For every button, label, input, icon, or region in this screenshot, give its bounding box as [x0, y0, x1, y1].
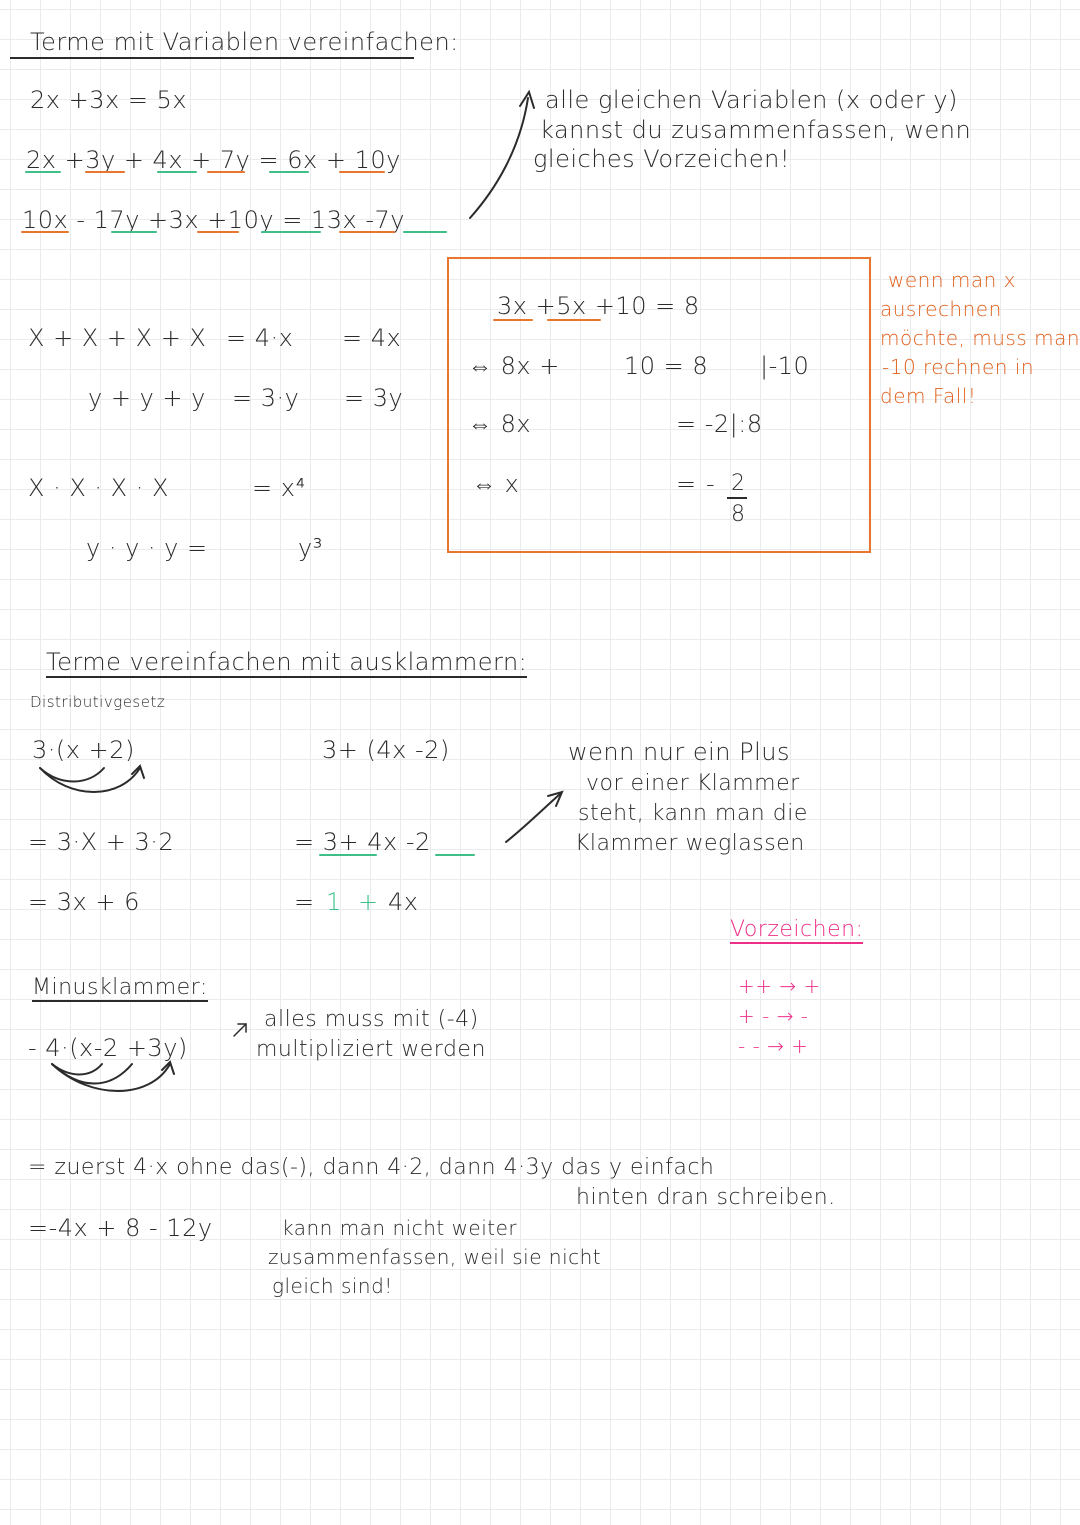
plus-bracket-step-2-eq: = — [294, 888, 315, 916]
plus-bracket-step-1: = 3+ 4x -2 — [294, 828, 431, 856]
result-note-line-2: zusammenfassen, weil sie nicht — [268, 1245, 602, 1269]
note-line-3: gleiches Vorzeichen! — [533, 145, 790, 173]
box-line-2-left: ⇔ 8x + — [468, 352, 560, 380]
sign-rule-1: ++ → + — [738, 974, 821, 998]
plus-note-line-3: steht, kann man die — [578, 801, 808, 826]
arrow-to-note — [470, 98, 528, 218]
dist-start: 3·(x +2) — [32, 736, 135, 764]
box-line-4-left: ⇔ x — [472, 470, 520, 498]
result-note-line-3: gleich sind! — [272, 1274, 393, 1298]
box-line-2-mid: 10 = 8 — [624, 352, 709, 380]
minus-note-arrow — [234, 1024, 246, 1036]
plus-note-line-4: Klammer weglassen — [575, 831, 805, 856]
minus-expr: - 4·(x-2 +3y) — [28, 1034, 188, 1062]
explain-line-2: hinten dran schreiben. — [576, 1185, 836, 1210]
sum-y-left: y + y + y — [88, 384, 206, 412]
plus-bracket-start: 3+ (4x -2) — [322, 736, 450, 764]
section-title-variables: Terme mit Variablen vereinfachen: — [30, 28, 459, 56]
fraction-sign: - — [706, 470, 716, 498]
dist-arc-2 — [40, 768, 140, 792]
dist-step-2: = 3x + 6 — [28, 888, 140, 916]
plus-bracket-step-2-one: 1 — [326, 888, 342, 916]
result-note-line-1: kann man nicht weiter — [282, 1216, 518, 1240]
sum-x-right: = 4x — [342, 324, 402, 352]
dist-arc-1 — [40, 768, 104, 782]
box-line-1: 3x +5x +10 = 8 — [497, 292, 700, 320]
sum-y-mid: = 3·y — [232, 384, 300, 412]
side-note-line-2: ausrechnen — [880, 297, 1002, 321]
product-y-right: y³ — [298, 534, 323, 562]
plus-bracket-step-2-plus: + — [358, 888, 379, 916]
fraction-denominator: 8 — [731, 502, 746, 527]
side-note-line-1: wenn man x — [888, 268, 1016, 292]
equation-line-2: 2x +3y + 4x + 7y = 6x + 10y — [26, 146, 401, 174]
product-x-right: = x⁴ — [252, 474, 306, 502]
minus-title: Minusklammer: — [32, 976, 208, 1002]
sign-rule-2: + - → - — [738, 1004, 809, 1028]
box-line-3-left: ⇔ 8x — [468, 410, 532, 438]
box-line-2-right: |-10 — [760, 352, 810, 380]
fraction-numerator: 2 — [731, 471, 746, 496]
equation-line-3: 10x - 17y +3x +10y = 13x -7y — [22, 206, 405, 234]
plus-note-line-1: wenn nur ein Plus — [568, 738, 790, 766]
dist-step-1: = 3·X + 3·2 — [28, 828, 175, 856]
side-note-line-4: -10 rechnen in — [882, 355, 1035, 379]
section-title-brackets: Terme vereinfachen mit ausklammern: — [46, 650, 527, 678]
box-line-3-right: = -2|:8 — [676, 410, 763, 438]
product-y-left: y · y · y = — [86, 534, 208, 562]
explain-line-1: = zuerst 4·x ohne das(-), dann 4·2, dann 4·3y das y einfach — [28, 1155, 715, 1180]
minus-note-line-1: alles muss mit (-4) — [264, 1007, 479, 1032]
sum-y-right: = 3y — [344, 384, 404, 412]
subtitle-distributivgesetz: Distributivgesetz — [30, 693, 166, 711]
minus-result: =-4x + 8 - 12y — [28, 1214, 213, 1242]
side-note-line-3: möchte, muss man — [880, 326, 1080, 350]
sign-rule-3: - - → + — [738, 1034, 809, 1058]
note-line-1: alle gleichen Variablen (x oder y) — [545, 86, 958, 114]
note-line-2: kannst du zusammenfassen, wenn — [540, 116, 972, 144]
minus-note-line-2: multipliziert werden — [256, 1037, 486, 1062]
sum-x-mid: = 4·x — [226, 324, 294, 352]
plus-bracket-step-2-rest: 4x — [388, 888, 419, 916]
sum-x-left: X + X + X + X — [28, 324, 207, 352]
side-note-line-5: dem Fall! — [880, 384, 977, 408]
product-x-left: X · X · X · X — [28, 474, 169, 502]
minus-arc-3 — [52, 1064, 170, 1091]
equation-line-1: 2x +3x = 5x — [30, 86, 188, 114]
arrow-to-plus-note — [506, 794, 560, 842]
box-line-4-eq: = — [676, 470, 697, 498]
signs-title: Vorzeichen: — [730, 918, 863, 944]
plus-note-line-2: vor einer Klammer — [586, 771, 800, 796]
